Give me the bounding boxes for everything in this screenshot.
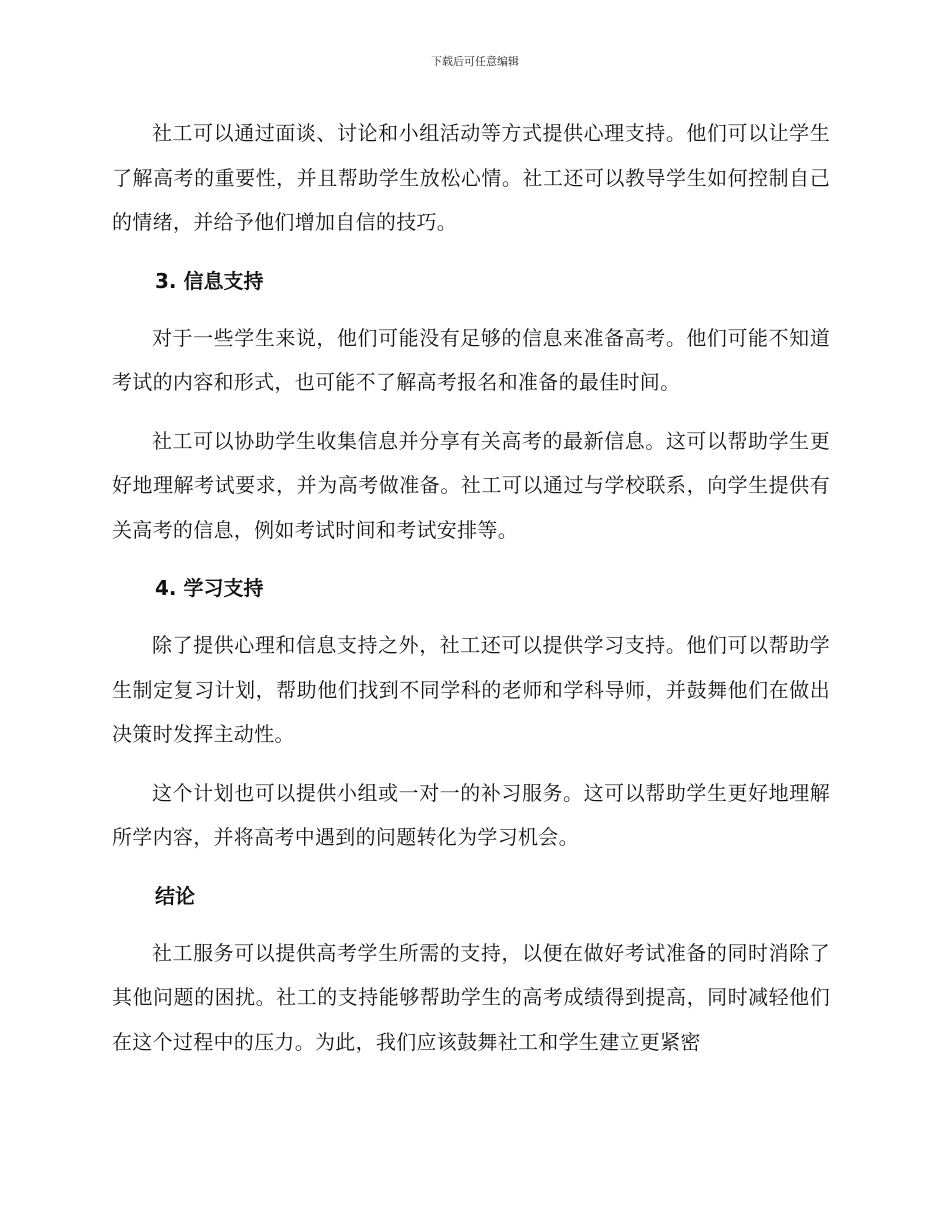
heading-conclusion: 结论	[155, 883, 195, 908]
heading-study-support: 4. 学习支持	[155, 576, 264, 600]
paragraph-psych-support-methods: 社工可以通过面谈、讨论和小组活动等方式提供心理支持。他们可以让学生了解高考的重要性，并且帮助学生放松心情。社工还可以教导学生如何控制自己的情绪，并给予他们增加自信的技巧。	[112, 121, 830, 234]
heading-info-support: 3. 信息支持	[155, 268, 264, 293]
page-header: 下载后可任意编辑	[431, 55, 519, 68]
paragraph-tutoring: 这个计划也可以提供小组或一对一的补习服务。这可以帮助学生更好地理解所学内容，并将高考中遇到的问题转化为学习机会。	[112, 780, 830, 849]
document-body	[112, 111, 830, 1078]
paragraph-info-assist: 社工可以协助学生收集信息并分享有关高考的最新信息。这可以帮助学生更好地理解考试要求，并为高考做准备。社工可以通过与学校联系，向学生提供有关高考的信息，例如考试时间和考试安排等。	[112, 428, 830, 542]
paragraph-study-plan: 除了提供心理和信息支持之外，社工还可以提供学习支持。他们可以帮助学生制定复习计划，帮助他们找到不同学科的老师和学科导师，并鼓舞他们在做出决策时发挥主动性。	[112, 633, 830, 746]
paragraph-info-lack: 对于一些学生来说，他们可能没有足够的信息来准备高考。他们可能不知道考试的内容和形式，也可能不了解高考报名和准备的最佳时间。	[112, 325, 830, 394]
paragraph-conclusion: 社工服务可以提供高考学生所需的支持，以便在做好考试准备的同时消除了其他问题的困扰。社工的支持能够帮助学生的高考成绩得到提高，同时减轻他们在这个过程中的压力。为此，我们应该鼓舞社工和学生建立更紧密	[112, 940, 830, 1054]
